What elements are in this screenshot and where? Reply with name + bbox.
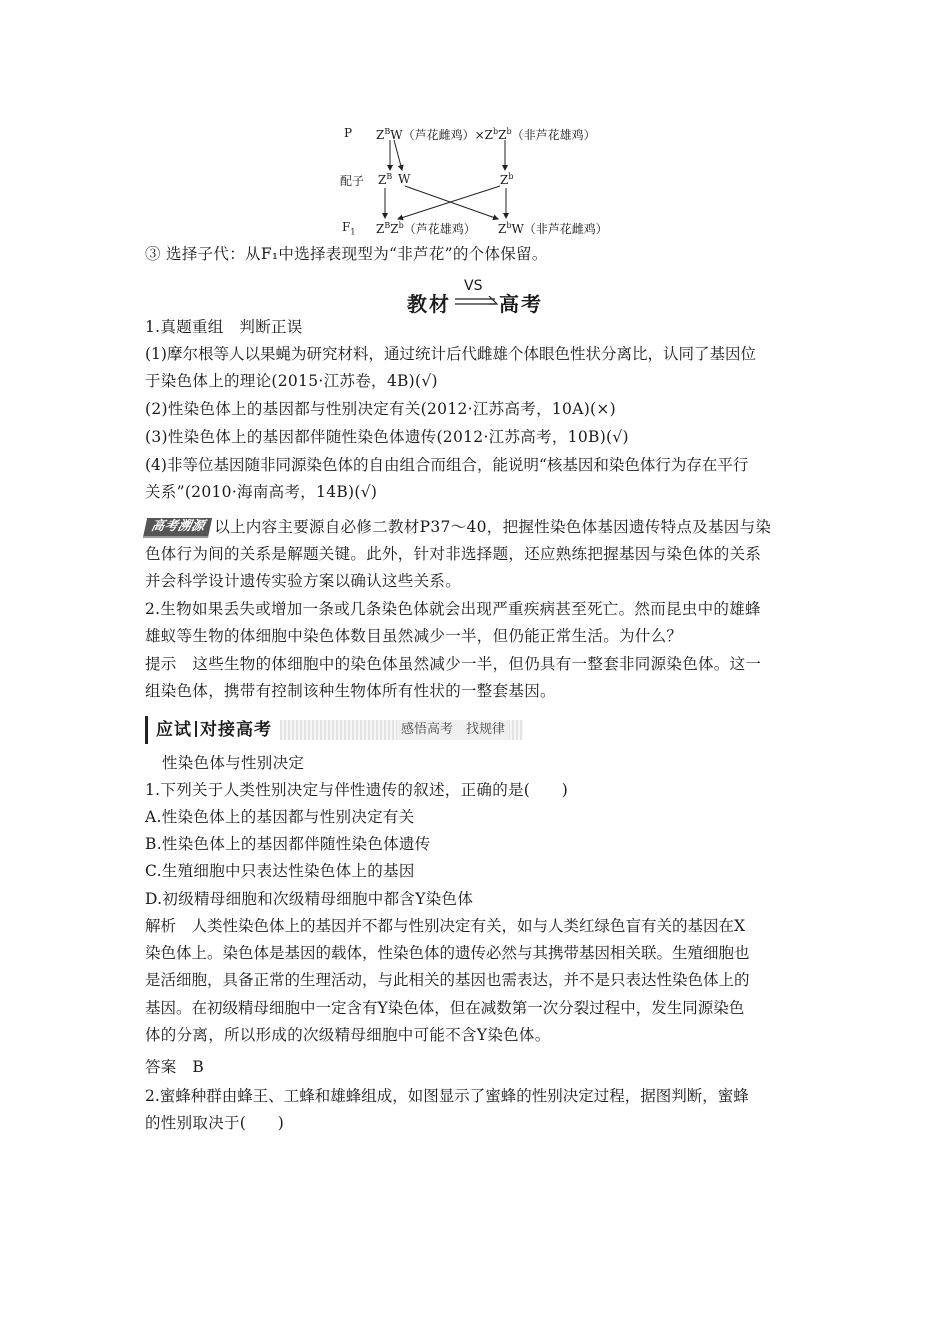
title-left: 教材 [407,292,451,316]
item-4a: (4)非等位基因随非同源染色体的自由组合而组合，能说明“核基因和染色体行为存在平行 [145,456,749,474]
parent-cross: $Z^BW$（芦花雌鸡）$\times Z^bZ^b$（非芦花雄鸡） [376,127,596,142]
topic-title: 性染色体与性别决定 [162,754,305,772]
mc1-option-b: B.性染色体上的基因都伴随性染色体遗传 [145,835,431,853]
mc1-question: 1.下列关于人类性别决定与伴性遗传的叙述，正确的是( ) [145,781,569,799]
gamete-zb: $Z^B$ [378,172,393,187]
gamete-w: W [398,172,411,186]
exam-banner [145,716,523,744]
analysis-line-1: 解析 人类性染色体上的基因并不都与性别决定有关，如与人类红绿色盲有关的基因在X [145,917,746,935]
parent-label: P [344,126,353,140]
title-vs: VS [464,278,483,294]
item-4b: 关系”(2010·海南高考，14B)(√) [145,483,378,501]
analysis-line-4: 基因。在初级精母细胞中一定含有Y染色体，但在减数第一次分裂过程中，发生同源染色 [145,999,745,1017]
q2-line-2: 雄蚁等生物的体细胞中染色体数目虽然减少一半，但仍能正常生活。为什么？ [145,627,683,645]
hint-line-2: 组染色体，携带有控制该种生物体所有性状的一整套基因。 [145,682,556,700]
banner-left: 应试 对接高考 [145,716,278,744]
offspring-male: $Z^BZ^b$（芦花雄鸡） [376,221,476,236]
item-1b: 于染色体上的理论(2015·江苏卷，4B)(√) [145,372,438,390]
item-3: (3)性染色体上的基因都伴随性染色体遗传(2012·江苏高考，10B)(√) [145,428,629,446]
source-tag: 高考溯源 [143,518,212,538]
title-right: 高考 [499,292,543,316]
banner-right: 感悟高考 找规律 [397,720,509,740]
mc1-option-a: A.性染色体上的基因都与性别决定有关 [145,808,415,826]
analysis-line-5: 体的分离，所以形成的次级精母细胞中可能不含Y染色体。 [145,1026,551,1044]
q2-line-1: 2.生物如果丢失或增加一条或几条染色体就会出现严重疾病甚至死亡。然而昆虫中的雄蜂 [145,600,761,618]
gamete-zb-male: $Z^b$ [500,172,514,187]
hint-line-1: 提示 这些生物的体细胞中的染色体虽然减少一半，但仍具有一整套非同源染色体。这一 [145,655,762,673]
step-three: ③ 选择子代：从F₁中选择表现型为“非芦花”的个体保留。 [145,245,548,263]
f1-label: $F_1$ [342,220,356,237]
double-arrow-icon [455,296,499,308]
q1-heading: 1.真题重组 判断正误 [145,318,303,336]
mc2-line-2: 的性别取决于( ) [145,1114,285,1132]
source-line-1: 高考溯源 以上内容主要源自必修二教材P37～40，把握性染色体基因遗传特点及基因与染 [145,514,771,541]
gamete-label: 配子 [340,174,365,188]
mc1-option-c: C.生殖细胞中只表达性染色体上的基因 [145,862,415,880]
mc1-answer: 答案 B [145,1058,205,1076]
section-title [395,280,555,320]
genetic-cross-diagram [330,120,660,240]
item-2: (2)性染色体上的基因都与性别决定有关(2012·江苏高考，10A)(×) [145,400,617,418]
offspring-female: $Z^bW$（非芦花雌鸡） [498,221,608,236]
mc2-line-1: 2.蜜蜂种群由蜂王、工蜂和雄蜂组成，如图显示了蜜蜂的性别决定过程，据图判断，蜜蜂 [145,1087,749,1105]
mc1-option-d: D.初级精母细胞和次级精母细胞中都含Y染色体 [145,890,474,908]
analysis-line-3: 是活细胞，具备正常的生理活动，与此相关的基因也需表达，并不是只表达性染色体上的 [145,971,750,989]
source-line-3: 并会科学设计遗传实验方案以确认这些关系。 [145,572,462,590]
source-line-2: 色体行为间的关系是解题关键。此外，针对非选择题，还应熟练把握基因与染色体的关系 [145,545,762,563]
item-1a: (1)摩尔根等人以果蝇为研究材料，通过统计后代雌雄个体眼色性状分离比，认同了基因位 [145,345,756,363]
analysis-line-2: 染色体上。染色体是基因的载体，性染色体的遗传必然与其携带基因相关联。生殖细胞也 [145,944,750,962]
